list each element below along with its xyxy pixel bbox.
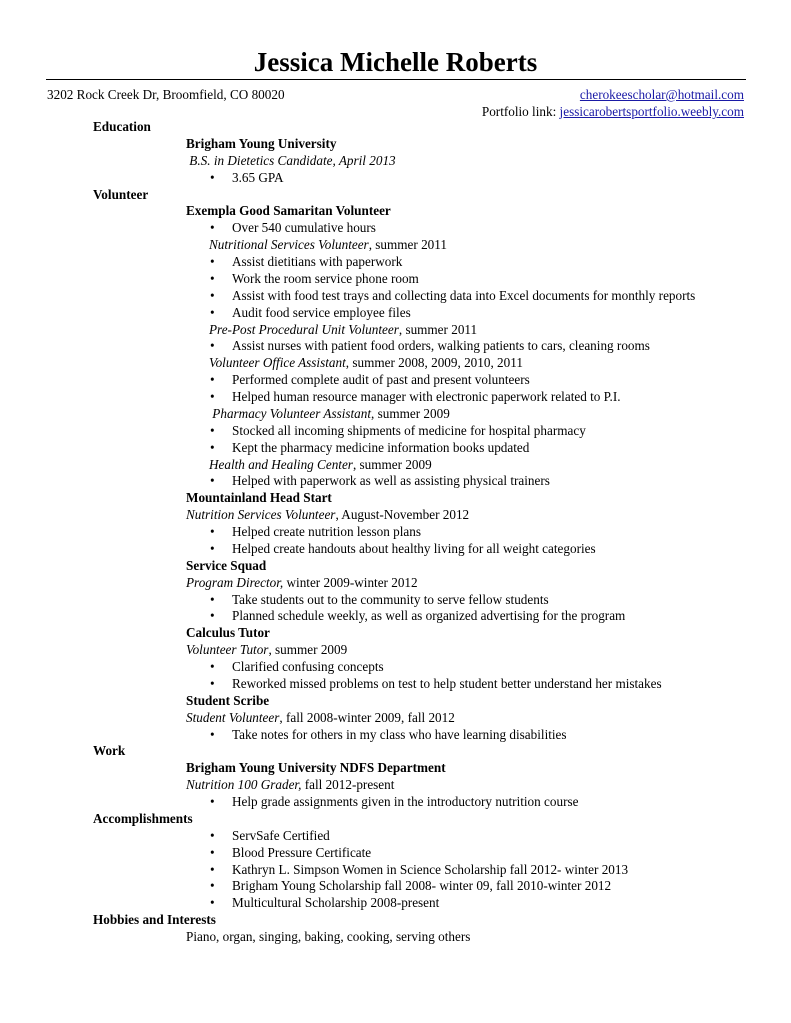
bullet-item <box>0 372 791 389</box>
line-text: Accomplishments <box>93 810 193 826</box>
contact-info <box>482 86 744 120</box>
role-dates: fall 2012-present <box>301 777 395 793</box>
role-title: Nutrition 100 Grader, <box>186 777 302 793</box>
organization-name <box>0 625 791 642</box>
bullet-item <box>0 254 791 271</box>
email-link[interactable]: cherokeescholar@hotmail.com <box>579 87 744 102</box>
line-text: Calculus Tutor <box>186 625 270 641</box>
line-text: Brigham Young University <box>186 135 337 151</box>
organization-name <box>0 558 791 575</box>
role-line <box>0 153 791 170</box>
header-divider <box>46 79 746 80</box>
bullet-item <box>0 473 791 490</box>
bullet-item <box>0 440 791 457</box>
section-heading <box>0 119 791 136</box>
resume-name: Jessica Michelle Roberts <box>253 47 538 77</box>
role-line <box>0 237 791 254</box>
line-text: Performed complete audit of past and present volunteers <box>232 372 530 388</box>
line-text: 3.65 GPA <box>232 169 284 185</box>
bullet-item <box>0 608 791 625</box>
line-text: Stocked all incoming shipments of medicine for hospital pharmacy <box>232 422 586 438</box>
role-title: Health and Healing Center <box>209 456 353 472</box>
role-title: Volunteer Tutor <box>186 642 269 658</box>
line-text: Work <box>93 743 126 759</box>
line-text: Helped create handouts about healthy living for all weight categories <box>232 540 596 556</box>
line-text: Helped with paperwork as well as assisting physical trainers <box>232 473 550 489</box>
bullet-item <box>0 170 791 187</box>
line-text: Planned schedule weekly, as well as organized advertising for the program <box>232 608 626 624</box>
role-title: Pre-Post Procedural Unit Volunteer <box>209 321 399 337</box>
role-dates: , summer 2011 <box>398 321 478 337</box>
line-text: Helped create nutrition lesson plans <box>232 524 421 539</box>
role-title: Nutrition Services Volunteer <box>186 507 336 523</box>
line-text: Multicultural Scholarship 2008-present <box>232 895 440 911</box>
bullet-item <box>0 794 791 811</box>
bullet-item <box>0 305 791 322</box>
bullet-item <box>0 828 791 845</box>
organization-name <box>0 490 791 507</box>
line-text: Reworked missed problems on test to help student better understand her mistakes <box>232 675 662 691</box>
bullet-item <box>0 288 791 305</box>
role-title: Program Director, <box>186 574 284 590</box>
bullet-item <box>0 338 791 355</box>
line-text: Take notes for others in my class who have learning disabilities <box>232 726 567 742</box>
organization-name <box>0 693 791 710</box>
line-text: Volunteer <box>93 186 149 202</box>
portfolio-label: Portfolio link: <box>481 104 560 119</box>
role-dates: winter 2009-winter 2012 <box>283 574 418 590</box>
role-line <box>0 355 791 372</box>
role-title: Student Volunteer <box>186 709 280 725</box>
line-text: Service Squad <box>186 557 267 573</box>
line-text: Mountainland Head Start <box>186 490 332 506</box>
line-text: Brigham Young Scholarship fall 2008- winter 09, fall 2010-winter 2012 <box>232 878 612 894</box>
role-line <box>0 507 791 524</box>
section-heading <box>0 912 791 929</box>
role-title: Pharmacy Volunteer Assistant <box>209 405 372 421</box>
line-text: Assist nurses with patient food orders, walking patients to cars, cleaning rooms <box>232 338 650 354</box>
role-title: Volunteer Office Assistant <box>209 355 346 371</box>
text-line <box>0 929 791 946</box>
role-dates: , summer 2009 <box>371 405 450 421</box>
bullet-item <box>0 389 791 406</box>
line-text: ServSafe Certified <box>232 827 330 843</box>
section-heading <box>0 743 791 760</box>
bullet-item <box>0 220 791 237</box>
line-text: Student Scribe <box>186 692 270 708</box>
bullet-item <box>0 271 791 288</box>
role-line <box>0 406 791 423</box>
role-line <box>0 642 791 659</box>
line-text: Hobbies and Interests <box>93 912 216 928</box>
resume-body <box>0 119 791 946</box>
line-text: Kept the pharmacy medicine information books updated <box>232 439 530 455</box>
line-text: Take students out to the community to serve fellow students <box>232 591 549 607</box>
line-text: Assist dietitians with paperwork <box>232 254 403 269</box>
address: 3202 Rock Creek Dr, Broomfield, CO 80020 <box>47 87 285 102</box>
organization-name <box>0 136 791 153</box>
line-text: Blood Pressure Certificate <box>232 844 372 860</box>
role-line <box>0 322 791 339</box>
bullet-item <box>0 895 791 912</box>
role-dates: , summer 2008, 2009, 2010, 2011 <box>345 355 523 371</box>
bullet-item <box>0 524 791 541</box>
role-dates: , summer 2009 <box>268 642 348 658</box>
bullet-item <box>0 541 791 558</box>
role-line <box>0 710 791 727</box>
bullet-item <box>0 845 791 862</box>
role-dates: , summer 2011 <box>368 237 447 253</box>
line-text: Exempla Good Samaritan Volunteer <box>186 203 391 219</box>
portfolio-link[interactable]: jessicarobertsportfolio.weebly.com <box>559 104 744 119</box>
bullet-item <box>0 862 791 879</box>
line-text: Helped human resource manager with electronic paperwork related to P.I. <box>232 389 621 404</box>
line-text: Help grade assignments given in the introductory nutrition course <box>232 794 579 809</box>
line-text: Over 540 cumulative hours <box>232 220 376 236</box>
line-text: Work the room service phone room <box>232 270 419 286</box>
bullet-item <box>0 592 791 609</box>
bullet-item <box>0 423 791 440</box>
bullet-item <box>0 659 791 676</box>
line-text: Education <box>93 119 151 134</box>
role-dates: , fall 2008-winter 2009, fall 2012 <box>279 709 455 725</box>
organization-name <box>0 203 791 220</box>
role-title: B.S. in Dietetics Candidate, April 2013 <box>186 152 396 168</box>
section-heading <box>0 811 791 828</box>
line-text: Kathryn L. Simpson Women in Science Scholarship fall 2012- winter 2013 <box>232 861 629 877</box>
line-text: Clarified confusing concepts <box>232 659 384 674</box>
role-dates: , summer 2009 <box>352 456 432 472</box>
role-line <box>0 777 791 794</box>
section-heading <box>0 187 791 204</box>
line-text: Brigham Young University NDFS Department <box>186 760 446 776</box>
line-text: Piano, organ, singing, baking, cooking, serving others <box>186 929 471 944</box>
line-text: Audit food service employee files <box>232 304 411 320</box>
role-line <box>0 457 791 474</box>
role-dates: , August-November 2012 <box>335 507 470 523</box>
bullet-item <box>0 727 791 744</box>
role-title: Nutritional Services Volunteer <box>209 237 369 253</box>
bullet-item <box>0 676 791 693</box>
line-text: Assist with food test trays and collecting data into Excel documents for monthly reports <box>232 287 696 303</box>
bullet-item <box>0 878 791 895</box>
organization-name <box>0 760 791 777</box>
role-line <box>0 575 791 592</box>
